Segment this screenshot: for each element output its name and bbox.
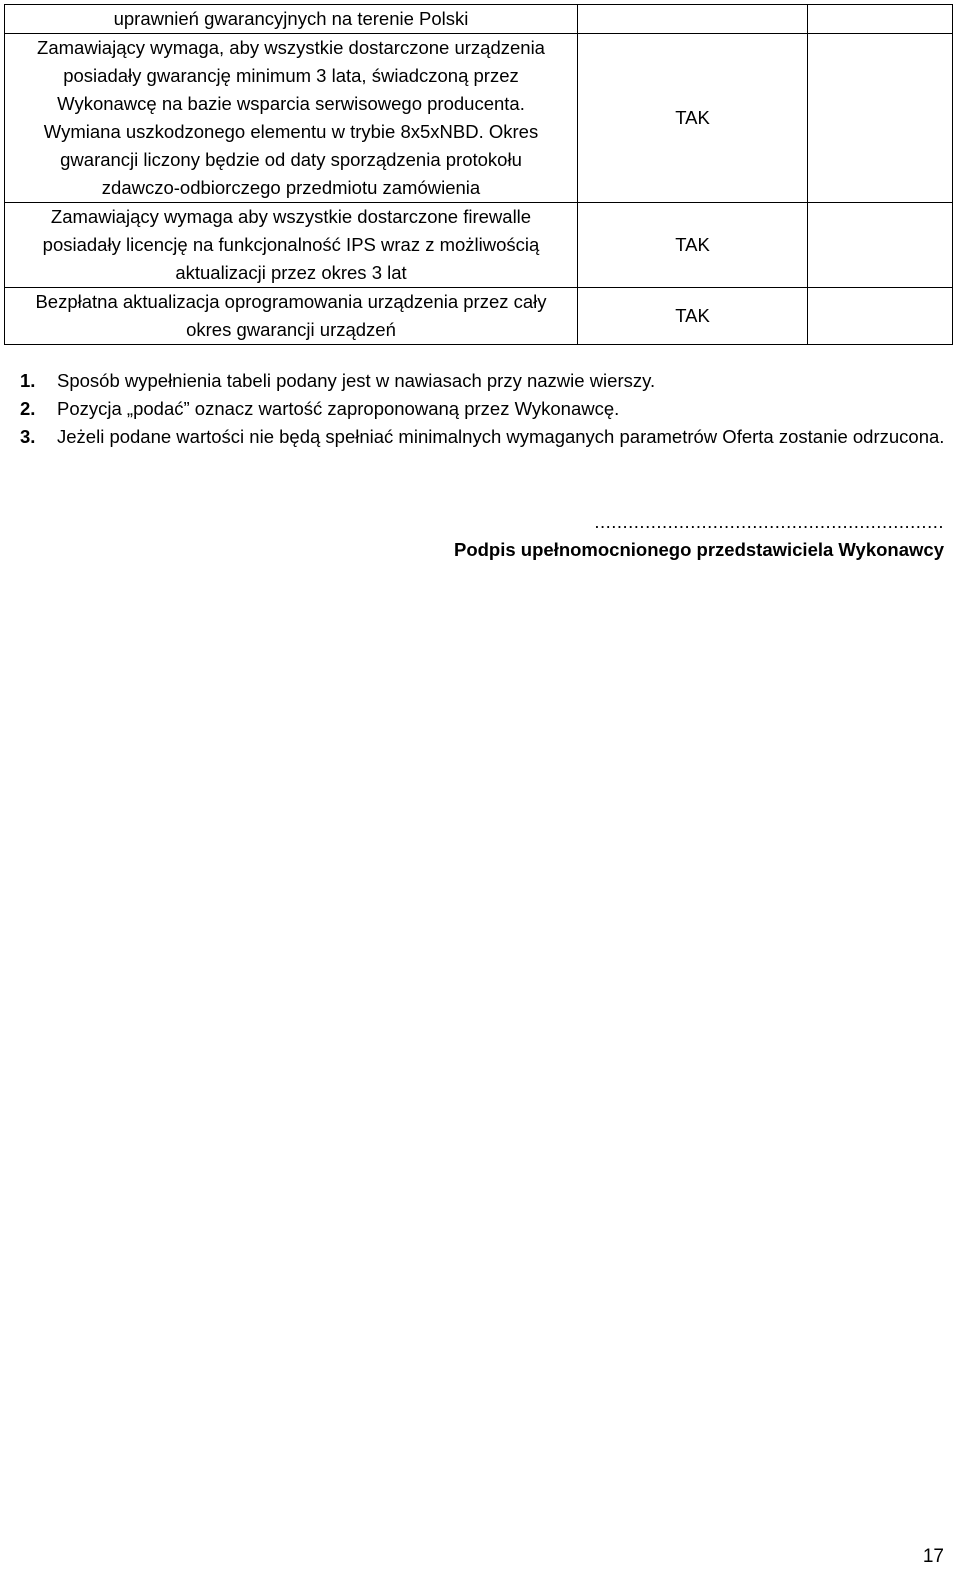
page-number: 17 [922,1546,944,1567]
offer-value-cell [808,288,953,345]
offer-value-cell [808,203,953,288]
table-row [5,203,953,288]
note-text: Jeżeli podane wartości nie będą spełniać minimalnych wymaganych parametrów Oferta zostanie odrzucona. [57,426,945,447]
description-cell [5,34,578,203]
signature-block [454,508,944,564]
requirement-cell [578,5,808,34]
note-number: 1. [20,370,36,391]
description-line: Bezpłatna aktualizacja oprogramowania urządzenia przez cały [35,291,547,312]
description-cell [5,5,578,34]
description-cell [5,288,578,345]
description-line: posiadały licencję na funkcjonalność IPS wraz z możliwością [42,234,540,255]
notes-list [20,367,950,451]
list-item [20,395,950,423]
description-line: gwarancji liczony będzie od daty sporządzenia protokołu [60,149,522,170]
table-row [5,5,953,34]
description-line: uprawnień gwarancyjnych na terenie Polski [113,8,469,29]
table-row [5,34,953,203]
note-text: Sposób wypełnienia tabeli podany jest w nawiasach przy nazwie wierszy. [57,370,656,391]
signature-line: .............................................................. [594,511,944,532]
signature-label: Podpis upełnomocnionego przedstawiciela Wykonawcy [453,539,944,560]
description-line: okres gwarancji urządzeń [186,319,396,340]
description-line: Zamawiający wymaga aby wszystkie dostarczone firewalle [50,206,532,227]
requirement-cell: TAK [578,203,808,288]
offer-value-cell [808,5,953,34]
list-item [20,423,950,451]
table-row [5,288,953,345]
description-line: posiadały gwarancję minimum 3 lata, świadczoną przez [63,65,519,86]
requirement-cell: TAK [578,288,808,345]
description-line: Wykonawcę na bazie wsparcia serwisowego producenta. [57,93,525,114]
note-number: 2. [20,398,36,419]
requirements-table [4,4,953,345]
offer-value-cell [808,34,953,203]
requirement-cell: TAK [578,34,808,203]
list-item [20,367,950,395]
description-line: zdawczo-odbiorczego przedmiotu zamówienia [101,177,481,198]
note-number: 3. [20,426,36,447]
description-cell [5,203,578,288]
description-line: aktualizacji przez okres 3 lat [175,262,407,283]
note-text: Pozycja „podać” oznacz wartość zaproponowaną przez Wykonawcę. [57,398,620,419]
description-line: Zamawiający wymaga, aby wszystkie dostarczone urządzenia [37,37,545,58]
description-line: Wymiana uszkodzonego elementu w trybie 8x5xNBD. Okres [43,121,539,142]
